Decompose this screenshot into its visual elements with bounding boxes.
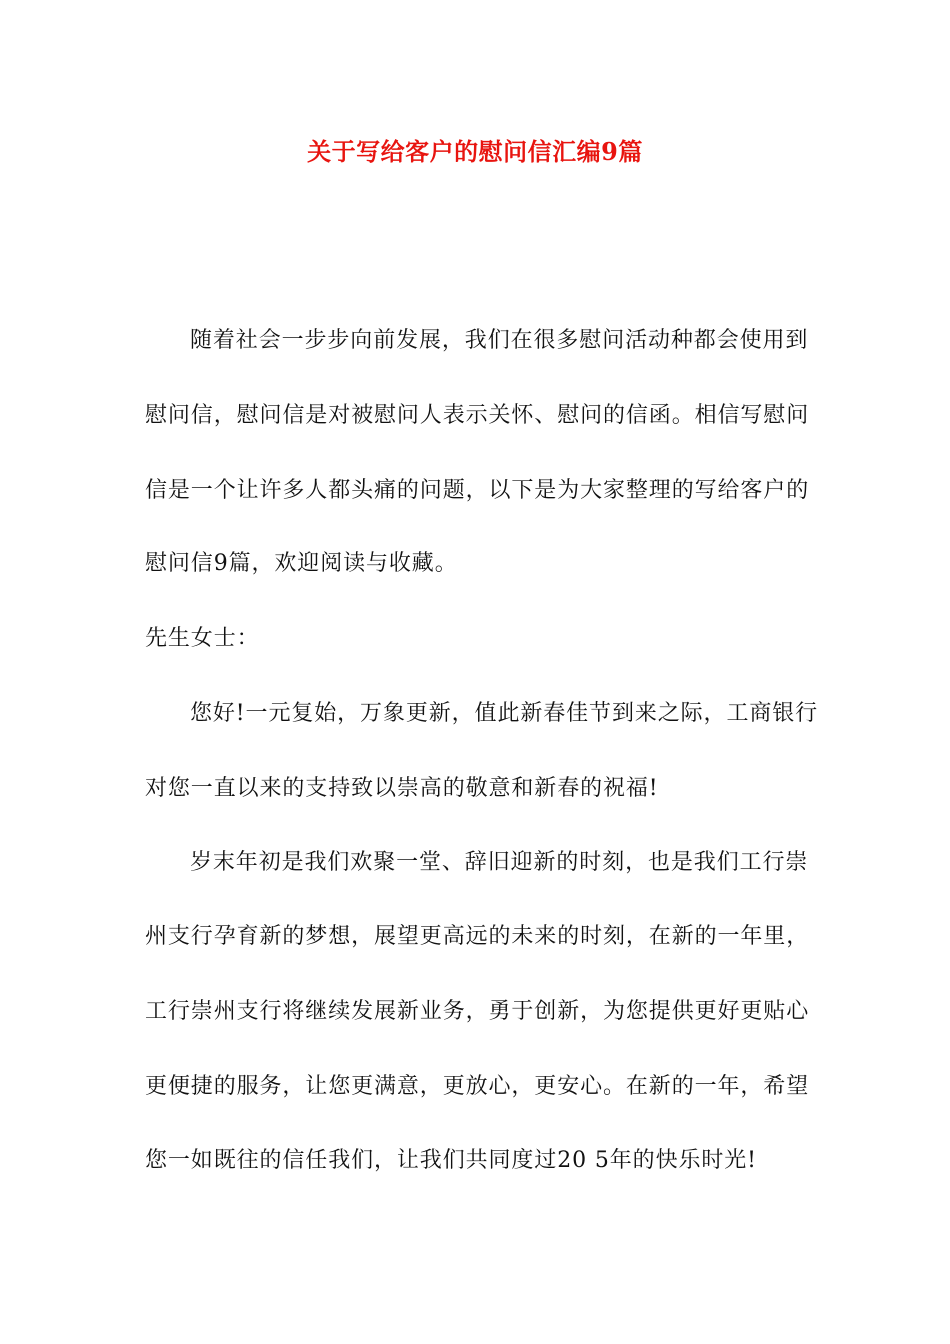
intro-line-1: 随着社会一步步向前发展，我们在很多慰问活动种都会使用到 (190, 328, 809, 353)
document-title: 关于写给客户的慰问信汇编9篇 (307, 137, 643, 166)
salutation: 先生女士： (145, 626, 260, 651)
paragraph2-line-4: 更便捷的服务，让您更满意，更放心，更安心。在新的一年，希望 (145, 1074, 810, 1099)
paragraph1-line-2: 对您一直以来的支持致以崇高的敬意和新春的祝福! (145, 776, 659, 801)
intro-line-4: 慰问信9篇，欢迎阅读与收藏。 (145, 551, 458, 576)
paragraph2-line-3: 工行崇州支行将继续发展新业务，勇于创新，为您提供更好更贴心 (145, 999, 810, 1024)
paragraph2-line-2: 州支行孕育新的梦想，展望更高远的未来的时刻，在新的一年里， (145, 924, 810, 949)
paragraph2-line-5: 您一如既往的信任我们，让我们共同度过20 5年的快乐时光! (145, 1148, 757, 1173)
paragraph2-line-1: 岁末年初是我们欢聚一堂、辞旧迎新的时刻，也是我们工行崇 (190, 850, 809, 875)
intro-line-2: 慰问信，慰问信是对被慰问人表示关怀、慰问的信函。相信写慰问 (145, 403, 810, 428)
paragraph1-line-1: 您好!一元复始，万象更新，值此新春佳节到来之际，工商银行 (190, 701, 819, 726)
intro-line-3: 信是一个让许多人都头痛的问题，以下是为大家整理的写给客户的 (145, 478, 810, 503)
